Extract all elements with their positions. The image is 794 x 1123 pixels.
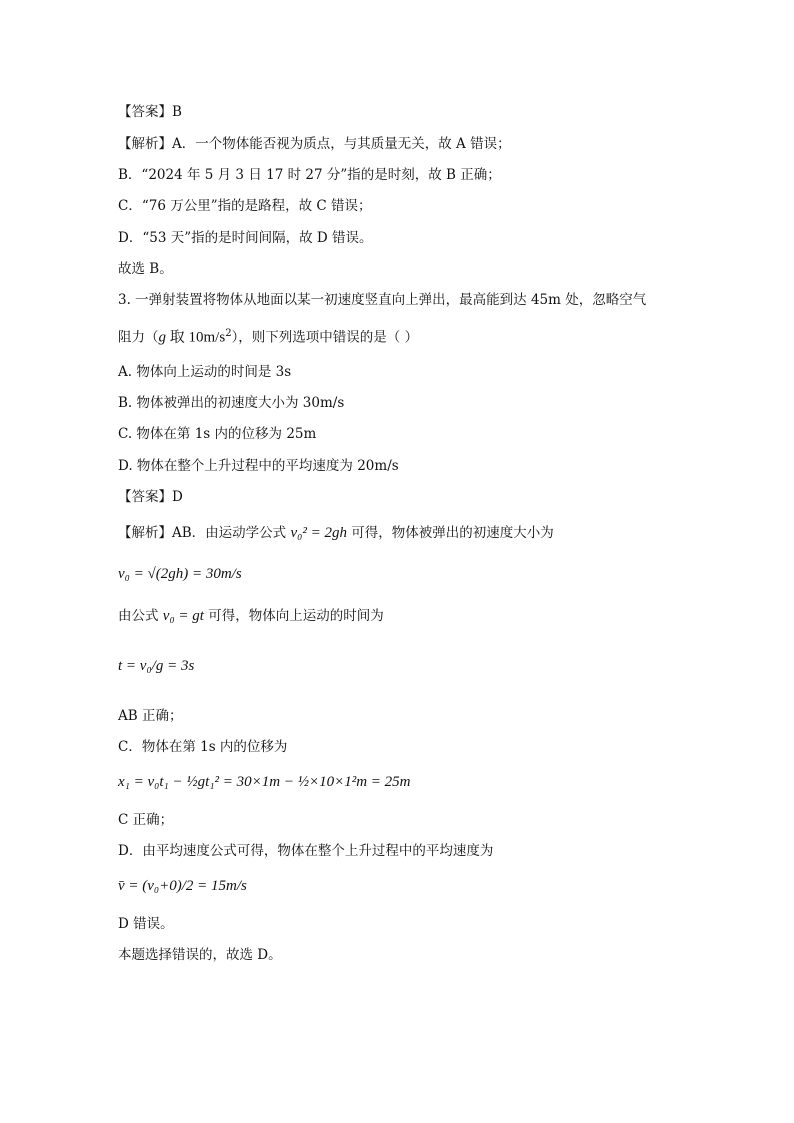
formula-v0-gt: v₀ = gt: [162, 608, 204, 624]
analysis-1-d: D．“53 天”指的是时间间隔，故 D 错误。: [118, 230, 373, 246]
q-g-value: 取 10m/s: [166, 329, 226, 346]
q-g-symbol: g: [158, 329, 166, 346]
equation-v0: v₀ = √(2gh) = 30m/s: [118, 566, 242, 582]
analysis-2-d: D．由平均速度公式可得，物体在整个上升过程中的平均速度为: [118, 843, 494, 859]
analysis-2-ab-conclusion: AB 正确；: [118, 708, 183, 724]
answer-tag: 【答案】: [118, 489, 172, 505]
q-text: 阻力（: [118, 329, 159, 346]
analysis-1-a: [118, 134, 511, 154]
equation-x1: x₁ = v₀t₁ − ½gt₁² = 30×1m − ½×10×1²m = 25m: [118, 774, 411, 790]
answer-line-2: [118, 487, 183, 507]
analysis-1-conclusion: 故选 B。: [118, 261, 173, 277]
answer-value: B: [172, 104, 182, 120]
analysis-1-b: B．“2024 年 5 月 3 日 17 时 27 分”指的是时刻，故 B 正确；: [118, 167, 501, 183]
answer-value: D: [172, 489, 183, 505]
analysis-text: AB．由运动学公式: [172, 525, 291, 541]
analysis-text: A．一个物体能否视为质点，与其质量无关，故 A 错误；: [172, 136, 511, 152]
question-3-line-2: [118, 324, 418, 348]
answer-line-1: [118, 102, 182, 122]
equation-t: t = v₀/g = 3s: [118, 658, 195, 674]
equation-vbar: v̄ = (v₀+0)/2 = 15m/s: [118, 878, 247, 894]
answer-tag: 【答案】: [118, 104, 172, 120]
analysis-text: 可得，物体被弹出的初速度大小为: [346, 525, 554, 541]
analysis-2-c-conclusion: C 正确；: [118, 812, 174, 828]
analysis-2-c: C．物体在第 1s 内的位移为: [118, 739, 288, 755]
analysis-tag: 【解析】: [118, 136, 172, 152]
option-a: A. 物体向上运动的时间是 3s: [118, 364, 292, 380]
question-3-line-1: 3. 一弹射装置将物体从地面以某一初速度竖直向上弹出，最高能到达 45m 处，忽略空气: [118, 292, 647, 308]
analysis-text: 由公式: [118, 608, 163, 624]
analysis-tag: 【解析】: [118, 525, 172, 541]
formula-v0sq-2gh: v₀² = 2gh: [290, 525, 347, 541]
analysis-1-c: C．“76 万公里”指的是路程，故 C 错误；: [118, 198, 372, 214]
analysis-2-d-conclusion: D 错误。: [118, 916, 174, 932]
option-d: D. 物体在整个上升过程中的平均速度为 20m/s: [118, 458, 399, 474]
option-c: C. 物体在第 1s 内的位移为 25m: [118, 426, 317, 442]
option-b: B. 物体被弹出的初速度大小为 30m/s: [118, 395, 345, 411]
q-sq: 2: [225, 328, 232, 339]
analysis-text: 可得，物体向上运动的时间为: [203, 608, 384, 624]
analysis-2-final: 本题选择错误的，故选 D。: [118, 947, 282, 963]
analysis-2-ab: [118, 523, 554, 543]
analysis-2-mid: [118, 606, 384, 626]
q-text-post: ），则下列选项中错误的是（ ）: [231, 329, 419, 346]
